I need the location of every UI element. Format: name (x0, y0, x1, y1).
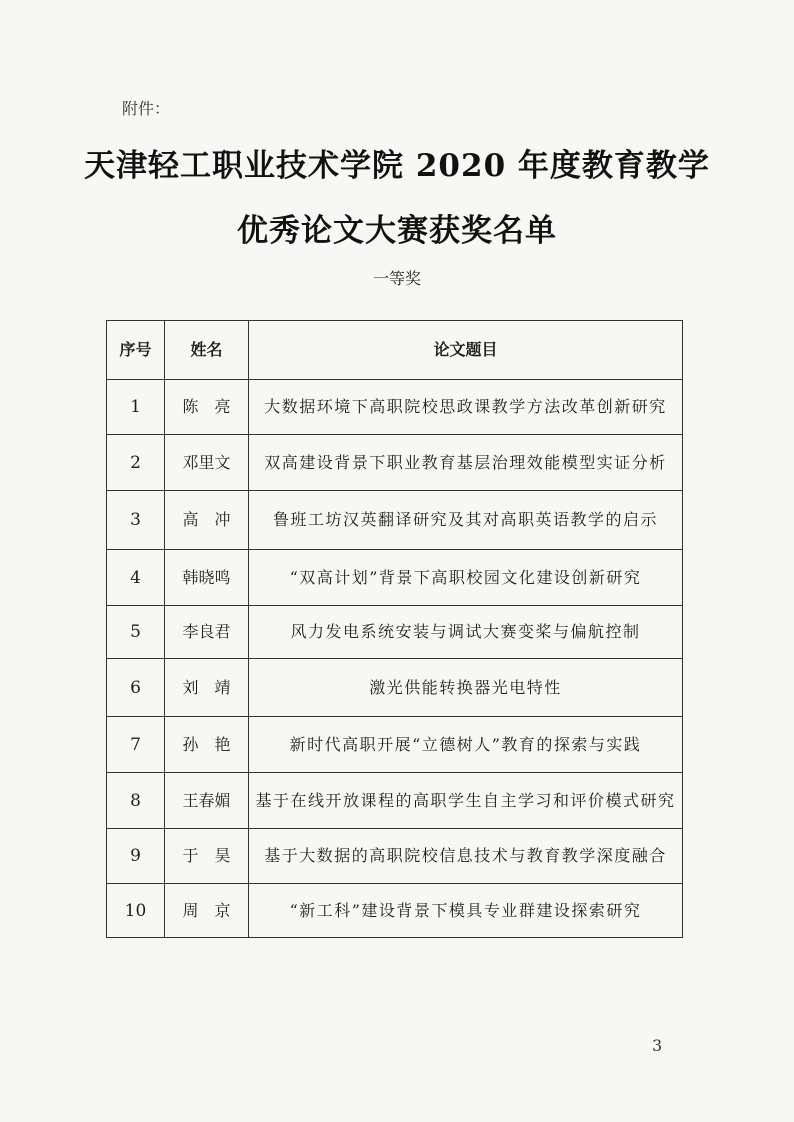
document-title-line2: 优秀论文大赛获奖名单 (237, 213, 557, 249)
table-row (107, 435, 683, 491)
row-author-name: 李良君 (165, 606, 249, 659)
row-number: 6 (107, 659, 165, 717)
row-paper-title: 基于在线开放课程的高职学生自主学习和评价模式研究 (249, 773, 683, 829)
row-author-name: 高 冲 (165, 491, 249, 550)
row-number: 9 (107, 829, 165, 884)
award-table-body (107, 380, 683, 938)
table-row (107, 606, 683, 659)
row-number: 3 (107, 491, 165, 550)
row-author-name: 陈 亮 (165, 380, 249, 435)
table-row (107, 380, 683, 435)
row-author-name: 韩晓鸣 (165, 550, 249, 606)
document-title-line1: 天津轻工职业技术学院 2020 年度教育教学 (84, 148, 710, 184)
row-paper-title: “双高计划”背景下高职校园文化建设创新研究 (249, 550, 683, 606)
row-number: 4 (107, 550, 165, 606)
table-row (107, 717, 683, 773)
prize-level-heading: 一等奖 (372, 269, 421, 288)
row-number: 2 (107, 435, 165, 491)
row-author-name: 王春媚 (165, 773, 249, 829)
table-row (107, 550, 683, 606)
table-header-row (107, 321, 683, 380)
table-row (107, 773, 683, 829)
attachment-label: 附件： (122, 99, 171, 118)
award-table (106, 320, 683, 938)
page-number: 3 (652, 1036, 663, 1055)
header-no: 序号 (107, 321, 165, 380)
row-number: 8 (107, 773, 165, 829)
row-paper-title: 风力发电系统安装与调试大赛变桨与偏航控制 (249, 606, 683, 659)
row-paper-title: 新时代高职开展“立德树人”教育的探索与实践 (249, 717, 683, 773)
table-row (107, 829, 683, 884)
row-author-name: 周 京 (165, 884, 249, 938)
row-number: 7 (107, 717, 165, 773)
header-name: 姓名 (165, 321, 249, 380)
row-paper-title: 激光供能转换器光电特性 (249, 659, 683, 717)
row-author-name: 孙 艳 (165, 717, 249, 773)
row-number: 5 (107, 606, 165, 659)
row-author-name: 于 昊 (165, 829, 249, 884)
row-paper-title: 双高建设背景下职业教育基层治理效能模型实证分析 (249, 435, 683, 491)
row-paper-title: 大数据环境下高职院校思政课教学方法改革创新研究 (249, 380, 683, 435)
row-number: 1 (107, 380, 165, 435)
row-paper-title: “新工科”建设背景下模具专业群建设探索研究 (249, 884, 683, 938)
table-row (107, 659, 683, 717)
row-author-name: 刘 靖 (165, 659, 249, 717)
row-author-name: 邓里文 (165, 435, 249, 491)
table-row (107, 884, 683, 938)
table-row (107, 491, 683, 550)
row-paper-title: 鲁班工坊汉英翻译研究及其对高职英语教学的启示 (249, 491, 683, 550)
header-title: 论文题目 (249, 321, 683, 380)
row-number: 10 (107, 884, 165, 938)
row-paper-title: 基于大数据的高职院校信息技术与教育教学深度融合 (249, 829, 683, 884)
